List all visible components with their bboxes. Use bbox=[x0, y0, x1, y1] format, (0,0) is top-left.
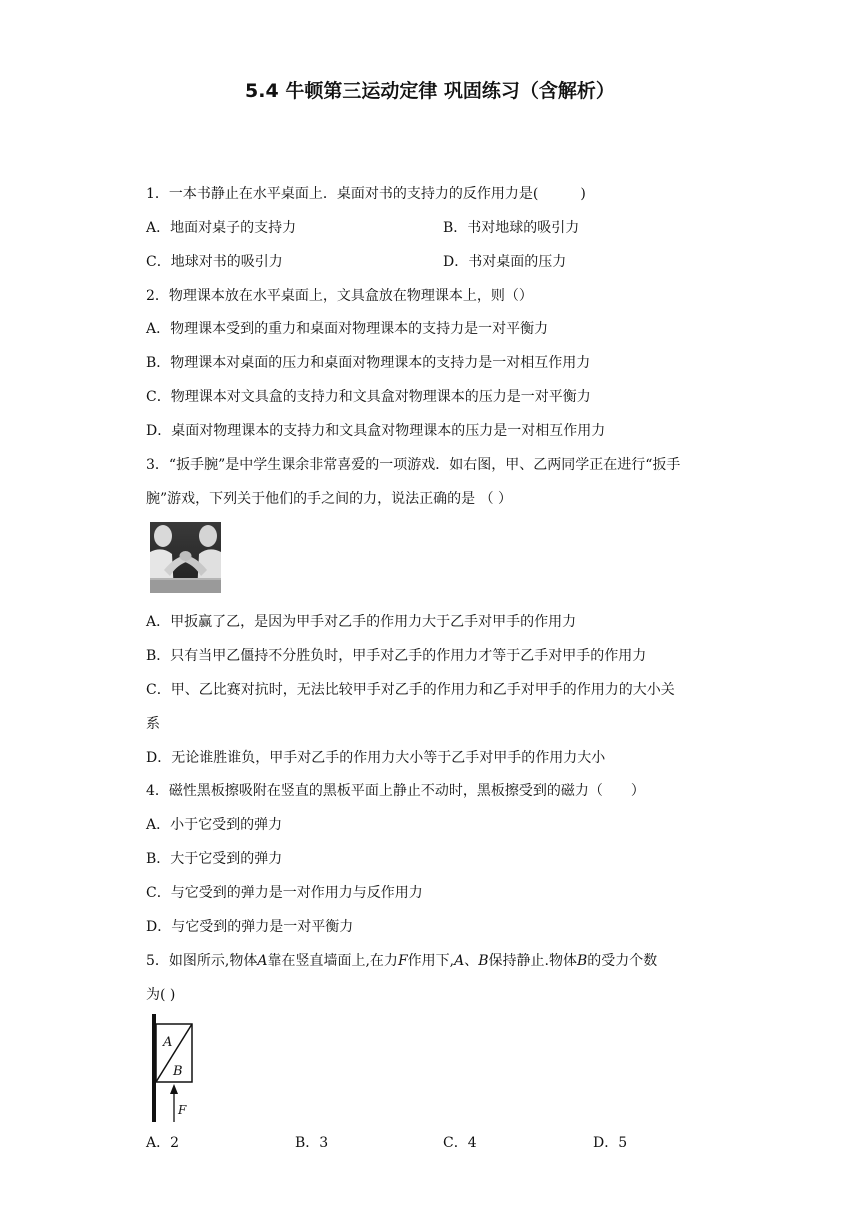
q5-var-a: A bbox=[454, 953, 465, 969]
q3-option-d: D．无论谁胜谁负，甲手对乙手的作用力大小等于乙手对甲手的作用力大小 bbox=[146, 750, 606, 766]
q1-option-d: D．书对桌面的压力 bbox=[443, 254, 567, 270]
q1-option-b: B．书对地球的吸引力 bbox=[443, 220, 580, 236]
force-arrow-head bbox=[170, 1084, 178, 1094]
q4-option-b: B．大于它受到的弹力 bbox=[146, 851, 283, 867]
q5-var-b: B bbox=[478, 953, 489, 969]
q3-option-b: B．只有当甲乙僵持不分胜负时，甲手对乙手的作用力才等于乙手对甲手的作用力 bbox=[146, 648, 647, 664]
q5-text: 5．如图所示,物体 bbox=[146, 953, 258, 969]
q3-stem-line2: 腕”游戏，下列关于他们的手之间的力，说法正确的是 （ ） bbox=[146, 491, 513, 507]
label-f: F bbox=[178, 1103, 187, 1117]
q5-var-f: F bbox=[397, 953, 408, 969]
q3-option-a: A．甲扳赢了乙，是因为甲手对乙手的作用力大于乙手对甲手的作用力 bbox=[146, 614, 577, 630]
q4-option-d: D．与它受到的弹力是一对平衡力 bbox=[146, 919, 354, 935]
q5-option-c: C．4 bbox=[443, 1135, 477, 1151]
wall-block-diagram bbox=[146, 1012, 198, 1126]
q2-stem: 2．物理课本放在水平桌面上，文具盒放在物理课本上，则（） bbox=[146, 288, 533, 304]
q5-var-b: B bbox=[576, 953, 588, 969]
q5-option-a: A．2 bbox=[146, 1135, 180, 1151]
arm-wrestling-photo bbox=[150, 522, 221, 593]
q5-option-d: D．5 bbox=[593, 1135, 628, 1151]
q3-option-c-line1: C．甲、乙比赛对抗时，无法比较甲手对乙手的作用力和乙手对甲手的作用力的大小关 bbox=[146, 682, 675, 698]
q1-stem: 1．一本书静止在水平桌面上．桌面对书的支持力的反作用力是( ) bbox=[146, 186, 586, 202]
q5-stem-line2: 为( ) bbox=[146, 987, 176, 1003]
q5-text: 保持静止.物体 bbox=[488, 953, 577, 969]
label-a: A bbox=[163, 1035, 173, 1050]
q5-text: 、 bbox=[464, 953, 479, 969]
q3-stem-line1: 3．“扳手腕”是中学生课余非常喜爱的一项游戏．如右图，甲、乙两同学正在进行“扳手 bbox=[146, 457, 681, 473]
q4-option-c: C．与它受到的弹力是一对作用力与反作用力 bbox=[146, 885, 423, 901]
q3-option-c-line2: 系 bbox=[146, 716, 160, 732]
q5-option-b: B．3 bbox=[295, 1135, 329, 1151]
page-title: 5.4 牛顿第三运动定律 巩固练习（含解析） bbox=[245, 80, 615, 102]
q4-stem: 4．磁性黑板擦吸附在竖直的黑板平面上静止不动时，黑板擦受到的磁力（ ） bbox=[146, 783, 645, 799]
q5-stem-line1 bbox=[146, 951, 657, 971]
q5-text: 的受力个数 bbox=[587, 953, 658, 969]
q5-text: 作用下, bbox=[407, 953, 455, 969]
q5-var-a: A bbox=[257, 953, 268, 969]
q2-option-a: A．物理课本受到的重力和桌面对物理课本的支持力是一对平衡力 bbox=[146, 321, 549, 337]
q2-option-d: D．桌面对物理课本的支持力和文具盒对物理课本的压力是一对相互作用力 bbox=[146, 423, 606, 439]
label-b: B bbox=[173, 1064, 183, 1079]
q5-text: 靠在竖直墙面上,在力 bbox=[267, 953, 398, 969]
q4-option-a: A．小于它受到的弹力 bbox=[146, 817, 283, 833]
q1-option-c: C．地球对书的吸引力 bbox=[146, 254, 283, 270]
q2-option-b: B．物理课本对桌面的压力和桌面对物理课本的支持力是一对相互作用力 bbox=[146, 355, 591, 371]
q1-option-a: A．地面对桌子的支持力 bbox=[146, 220, 297, 236]
q2-option-c: C．物理课本对文具盒的支持力和文具盒对物理课本的压力是一对平衡力 bbox=[146, 389, 591, 405]
